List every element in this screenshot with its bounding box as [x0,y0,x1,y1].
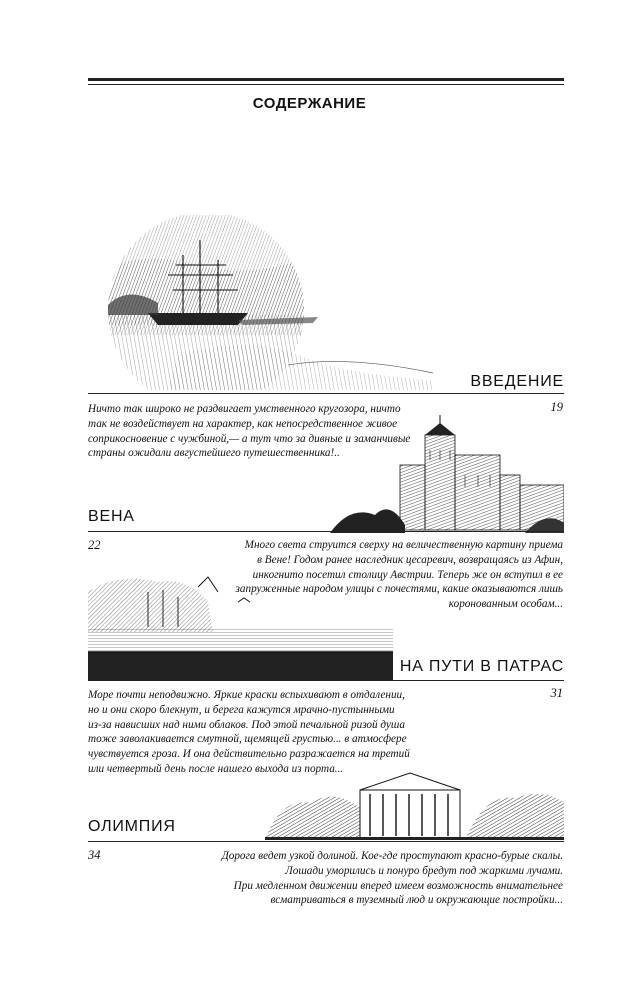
section-title-olympia: ОЛИМПИЯ [88,818,176,835]
page-number: 22 [88,538,101,552]
castle-engraving [330,415,564,533]
section-title-vienna: ВЕНА [88,508,135,525]
page-number: 31 [550,686,563,700]
harbor-engraving [88,572,393,680]
page-number: 34 [88,848,101,862]
page-number: 19 [550,400,563,414]
top-rule-thin [88,84,564,85]
section-title-patras: НА ПУТИ В ПАТРАС [399,658,564,675]
section-excerpt: Ничто так широко не раздвигает умственного кругозора, ничто так не воздействует на характер, как непосредственное живое соприкосновение с чужбиной,— а тут что за дивные и заманчивые страны ожидали августейшего путешественника!.. [88,403,411,460]
page-title: СОДЕРЖАНИЕ [252,95,367,112]
top-rule [88,78,564,81]
olympia-building-engraving [265,768,564,840]
section-rule [88,531,564,532]
section-rule [88,393,564,394]
section-rule [88,841,564,842]
ship-engraving [88,215,433,390]
section-rule [88,680,564,681]
section-excerpt: Море почти неподвижно. Яркие краски вспыхивают в отдалении, но и они скоро блекнут, и берега кажутся мрачно-пустынными из-за нависших над ними облаков. Под этой печальной ризой душа тоже заволакивается смутной, щемящей грустью... в атмосфере чувствуется гроза. И она действительно разражается на третий или четвертый день после нашего выхода из порта... [88,689,410,775]
section-title-introduction: ВВЕДЕНИЕ [470,373,564,390]
section-excerpt: Дорога ведет узкой долиной. Кое-где проступают красно-бурые скалы. Лошади уморились и понуро бредут под жаркими лучами. При медленном движении вперед имеем возможность внимательнее всматриваться в туземный люд и окружающие постройки... [221,850,563,907]
section-excerpt: Много света струится сверху на величественную картину приема в Вене! Годом ранее наследник цесаревич, возвращаясь из Афин, инкогнито посетил столицу Австрии. Теперь же он вступил в ее запруженные народом улицы с почестями, какие оказываются лишь коронованным особам... [235,539,563,611]
